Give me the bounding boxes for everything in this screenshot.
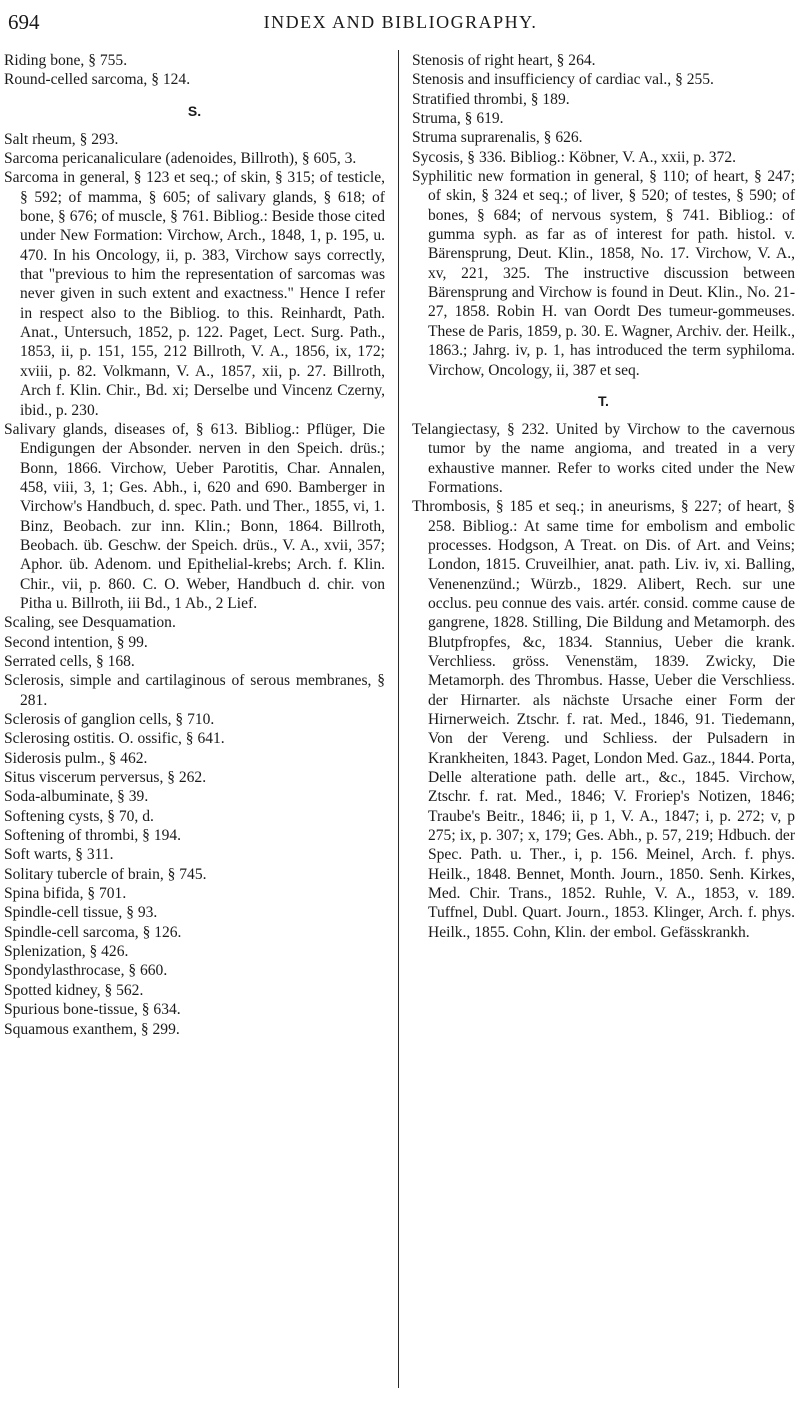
index-entry: Scaling, see Desquamation. bbox=[4, 614, 176, 632]
section-letter-s: S. bbox=[187, 102, 202, 119]
page-number: 694 bbox=[8, 10, 40, 34]
index-entry: Syphilitic new formation in general, § 110; of heart, § 247; of skin, § 324 et seq.; of liver, § 520; of testes, § 590; of bones, § 684; of nervous system, § 741. Bibliog.: of gumma syph. as far as of interest for path. histol. v. Bärensprung, Deut. Klin., 1858, No. 17. Virchow, V. A., xv, 221, 325. The instructive discussion between Bärensprung and Virchow is found in Deut. Klin., No. 21-27, 1858. Robin H. van Oordt Des tumeur-gommeuses. These de Paris, 1859, p. 30. E. Wagner, Archiv. der. Heilk., 1863.; Jahrg. iv, p. 1, has introduced the term syphiloma. Virchow, Oncology, ii, 387 et seq. bbox=[412, 168, 795, 379]
index-entry: Spotted kidney, § 562. bbox=[4, 981, 144, 999]
index-entry: Spurious bone-tissue, § 634. bbox=[4, 1001, 181, 1019]
index-entry: Sarcoma in general, § 123 et seq.; of skin, § 315; of testicle, § 592; of mamma, § 605; of salivary glands, § 618; of bone, § 676; of muscle, § 761. Bibliog.: Beside those cited under New Formation: Virchow, Arch., 1848, 1, p. 195, u. 470. In his Oncology, ii, p. 383, Virchow says correctly, that "previous to him the representation of sarcomas was never given in such extent and exactness." Hence I refer in respect also to the Bibliog. to this. Reinhardt, Path. Anat., Untersuch, 1852, p. 122. Paget, Lect. Surg. Path., 1853, ii, p. 151, 155, 212 Billroth, V. A., 1856, ix, 172; xviii, p. 82. Volkmann, V. A., 1857, xii, p. 27. Billroth, Arch f. Klin. Chir., Bd. xi; Derselbe und Vincenz Czerny, ibid., p. 230. bbox=[4, 169, 385, 419]
index-entry: Riding bone, § 755. bbox=[4, 52, 128, 69]
index-entry: Struma, § 619. bbox=[412, 110, 504, 128]
index-entry: Thrombosis, § 185 et seq.; in aneurisms, § 227; of heart, § 258. Bibliog.: At same time for embolism and embolic processes. Hodgson, A Treat. on Dis. of Art. and Veins; London, 1815. Cruveilhier, anat. path. Liv. iv, xi. Balling, Venenenzünd.; Würzb., 1829. Alibert, Rech. sur une occlus. peu connue des vais. artér. consid. comme cause de gangrene, 1828. Stilling, Die Bildung and Metamorph. des Blutpfropfes, &c, 1834. Stannius, Ueber die krank. Verchliess. gröss. Venenstäm, 1839. Zwicky, Die Metamorph. des Thrombus. Hasse, Ueber die Verschliess. der Hirnarter. als nächste Ursache einer Form der Hirnerweich. Ztschr. f. rat. Med., 1846, 91. Tiedemann, Von der Vereng. und Schliess. der Pulsadern in Krankheiten, 1843. Paget, London Med. Gaz., 1844. Porta, Delle alteratione path. delle art., &c., 1845. Virchow, Ztschr. f. rat. Med., 1846; V. Froriep's Notizen, 1846; Traube's Beitr., 1846; ii, p 1, V. A., 1847; i, p. 272; v, p 275; ix, p. 307; x, 179; Ges. Abh., p. 57, 219; Hdbuch. der Spec. Path. u. Ther., i, p. 156. Meinel, Arch. f. phys. Heilk., 1848. Bennet, Month. Journ., 1850. Senh. Kirkes, Med. Chir. Trans., 1852. Ruhle, V. A., 1853, v. 189. Tuffnel, Dubl. Quart. Journ., 1853. Klinger, Arch. f. phys. Heilk., 1855. Cohn, Klin. der embol. Gefässkrankh. bbox=[412, 498, 795, 941]
index-entry: Serrated cells, § 168. bbox=[4, 652, 135, 670]
index-entry: Siderosis pulm., § 462. bbox=[4, 749, 148, 767]
index-entry: Stratified thrombi, § 189. bbox=[412, 90, 570, 108]
right-column bbox=[412, 51, 795, 942]
index-entry: Sclerosis of ganglion cells, § 710. bbox=[4, 711, 215, 728]
index-entry: Squamous exanthem, § 299. bbox=[4, 1020, 180, 1038]
index-entry: Situs viscerum perversus, § 262. bbox=[4, 769, 207, 787]
index-entry: Soda-albuminate, § 39. bbox=[4, 788, 149, 806]
running-title: INDEX AND BIBLIOGRAPHY. bbox=[263, 12, 538, 32]
index-entry: Spindle-cell tissue, § 93. bbox=[4, 904, 158, 922]
entries-top-right bbox=[412, 51, 795, 380]
index-entry: Solitary tubercle of brain, § 745. bbox=[4, 865, 207, 883]
index-entry: Spina bifida, § 701. bbox=[4, 885, 127, 903]
entries-top-left bbox=[4, 51, 385, 90]
index-entry: Stenosis and insufficiency of cardiac val., § 255. bbox=[412, 71, 714, 89]
index-entry: Softening of thrombi, § 194. bbox=[4, 827, 182, 845]
entries-t bbox=[412, 420, 795, 942]
index-entry: Spondylasthrocase, § 660. bbox=[4, 962, 168, 980]
index-entry: Stenosis of right heart, § 264. bbox=[412, 52, 596, 69]
section-letter-t: T. bbox=[598, 392, 609, 409]
index-entry: Sclerosing ostitis. O. ossific, § 641. bbox=[4, 730, 225, 748]
index-entry: Softening cysts, § 70, d. bbox=[4, 807, 154, 825]
index-entry: Telangiectasy, § 232. United by Virchow to the cavernous tumor by the name angioma, and treated in a very exhaustive manner. Refer to works cited under the New Formations. bbox=[412, 420, 795, 496]
page-header bbox=[8, 10, 793, 40]
index-entry: Sycosis, § 336. Bibliog.: Köbner, V. A., xxii, p. 372. bbox=[412, 148, 737, 166]
index-entry: Salivary glands, diseases of, § 613. Bibliog.: Pflüger, Die Endigungen der Absonder. nerven in den Speich. drüs.; Bonn, 1866. Virchow, Ueber Parotitis, Char. Annalen, 458, viii, 3, 1; Ges. Abh., i, 620 and 690. Bamberger in Virchow's Handbuch, d. spec. Path. und Ther., 1855, vi, 1. Binz, Beobach. zur inn. Klin.; Bonn, 1864. Billroth, Beobach. üb. Geschw. der Speich. drüs., V. A., xvii, 357; Aphor. üb. Adenom. und Epithelial-krebs; Arch. f. Klin. Chir., vii, p. 860. C. O. Weber, Handbuch d. chir. von Pitha u. Billroth, iii Bd., 1 Ab., 2 Lief. bbox=[4, 420, 385, 612]
column-divider bbox=[398, 50, 399, 1388]
index-entry: Sclerosis, simple and cartilaginous of serous membranes, § 281. bbox=[4, 672, 385, 709]
left-column bbox=[4, 51, 385, 1039]
index-entry: Soft warts, § 311. bbox=[4, 846, 114, 864]
entries-s bbox=[4, 130, 385, 1039]
index-entry: Sarcoma pericanaliculare (adenoides, Billroth), § 605, 3. bbox=[4, 150, 357, 168]
index-entry: Spindle-cell sarcoma, § 126. bbox=[4, 923, 182, 941]
index-entry: Round-celled sarcoma, § 124. bbox=[4, 71, 191, 89]
index-entry: Salt rheum, § 293. bbox=[4, 130, 119, 148]
index-entry: Second intention, § 99. bbox=[4, 633, 148, 651]
index-entry: Splenization, § 426. bbox=[4, 943, 129, 961]
index-entry: Struma suprarenalis, § 626. bbox=[412, 129, 583, 147]
